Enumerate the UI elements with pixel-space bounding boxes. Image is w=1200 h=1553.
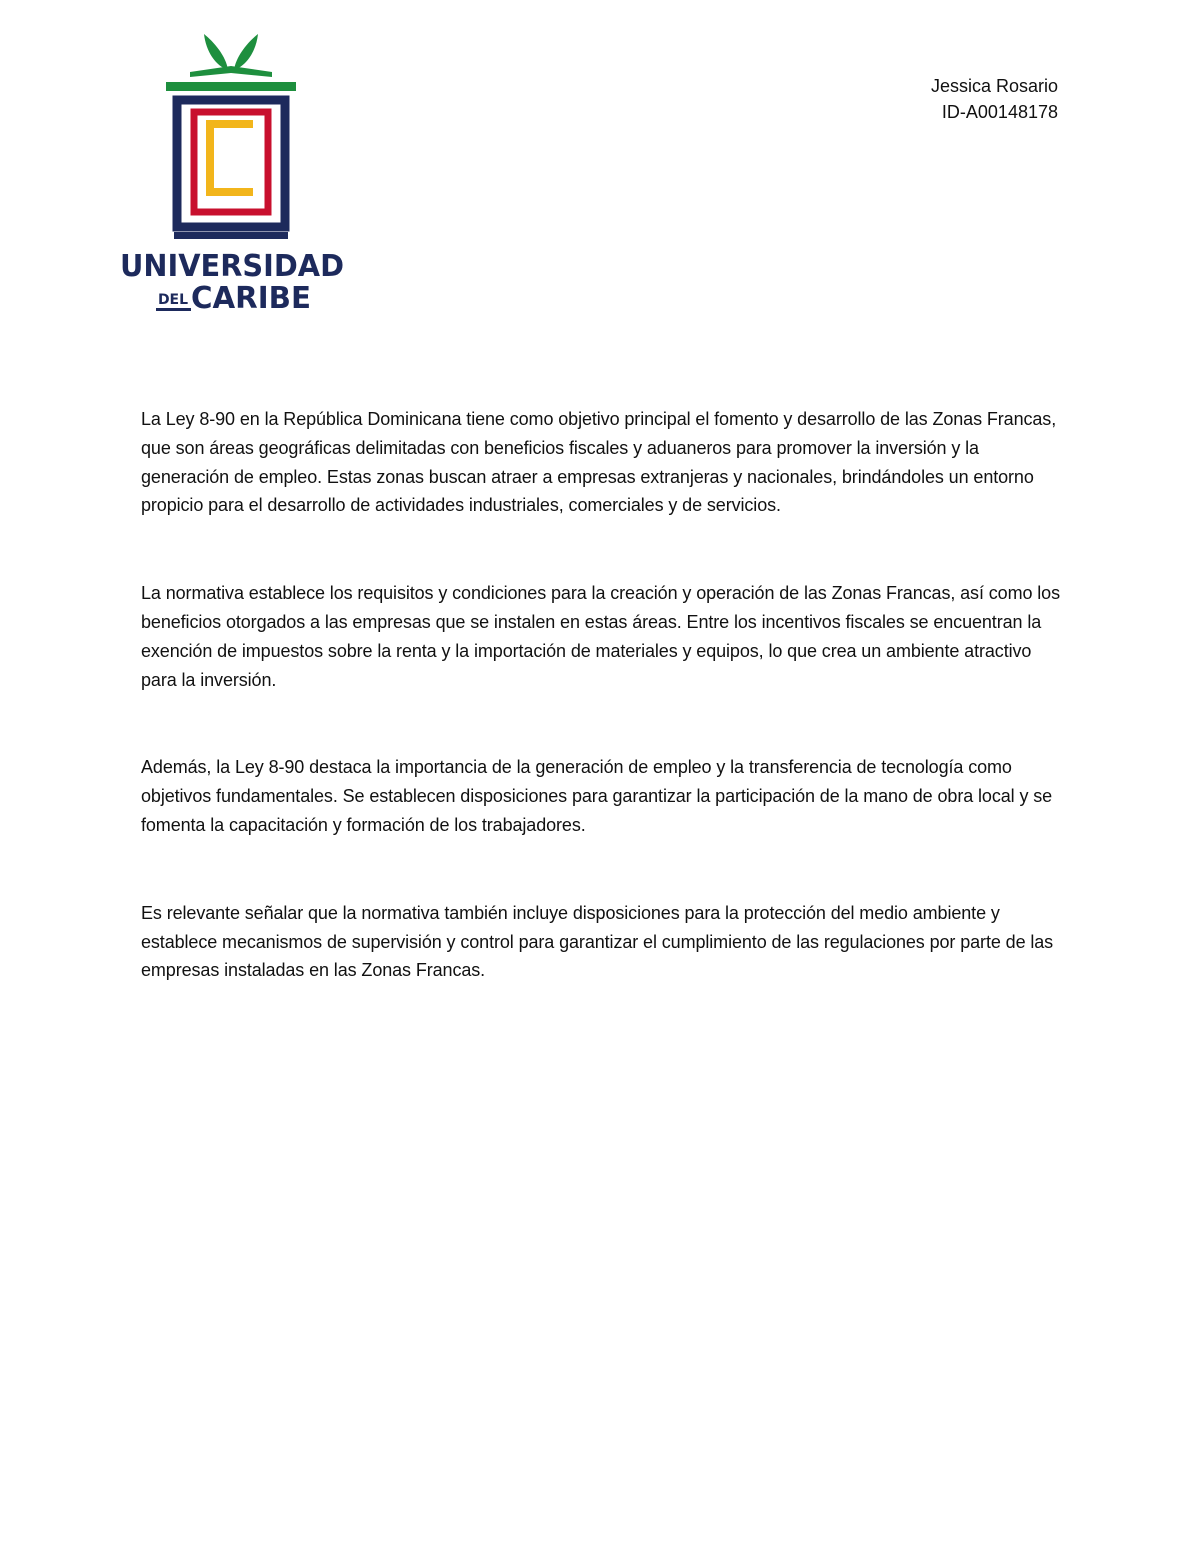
paragraph-2: La normativa establece los requisitos y condiciones para la creación y operación de las Zonas Francas, así como los beneficios otorgados a las empresas que se instalen en estas áreas. Entre los incentivos fiscales se encuentran la exención de impuestos sobre la renta y la importación de materiales y equipos, lo que crea un ambiente atractivo para la inversión. — [141, 583, 1060, 690]
logo-book-top — [190, 66, 272, 77]
logo-text-caribe: CARIBE — [191, 281, 311, 314]
logo-c-yellow — [210, 124, 253, 192]
document-body — [141, 405, 1066, 1044]
university-logo — [118, 32, 346, 314]
logo-leaf-right — [234, 34, 258, 70]
author-id: ID-A00148178 — [941, 102, 1058, 122]
logo-text-del: DEL — [157, 292, 189, 308]
paragraph-1: La Ley 8-90 en la República Dominicana tiene como objetivo principal el fomento y desarrollo de las Zonas Francas, que son áreas geográficas delimitadas con beneficios fiscales y aduaneros para promover la inversión y la generación de empleo. Estas zonas buscan atraer a empresas extranjeras y nacionales, brindándoles un entorno propicio para el desarrollo de actividades industriales, comerciales y de servicios. — [141, 409, 1057, 516]
university-logo-mark — [118, 32, 346, 314]
logo-del-underline — [156, 308, 191, 311]
paragraph-3: Además, la Ley 8-90 destaca la importancia de la generación de empleo y la transferencia de tecnología como objetivos fundamentales. Se establecen disposiciones para garantizar la participación de la mano de obra local y se fomenta la capacitación y formación de los trabajadores. — [141, 757, 1053, 835]
logo-text-universidad: UNIVERSIDAD — [120, 249, 344, 284]
logo-base-bar — [174, 232, 288, 239]
paragraph-4: Es relevante señalar que la normativa también incluye disposiciones para la protección del medio ambiente y establece mecanismos de supervisión y control para garantizar el cumplimiento de las regulaciones por parte de las empresas instaladas en las Zonas Francas. — [141, 902, 1054, 981]
author-name: Jessica Rosario — [930, 76, 1058, 96]
logo-leaf-left — [204, 34, 228, 70]
author-block — [931, 73, 1058, 125]
logo-bar-green — [166, 82, 296, 91]
